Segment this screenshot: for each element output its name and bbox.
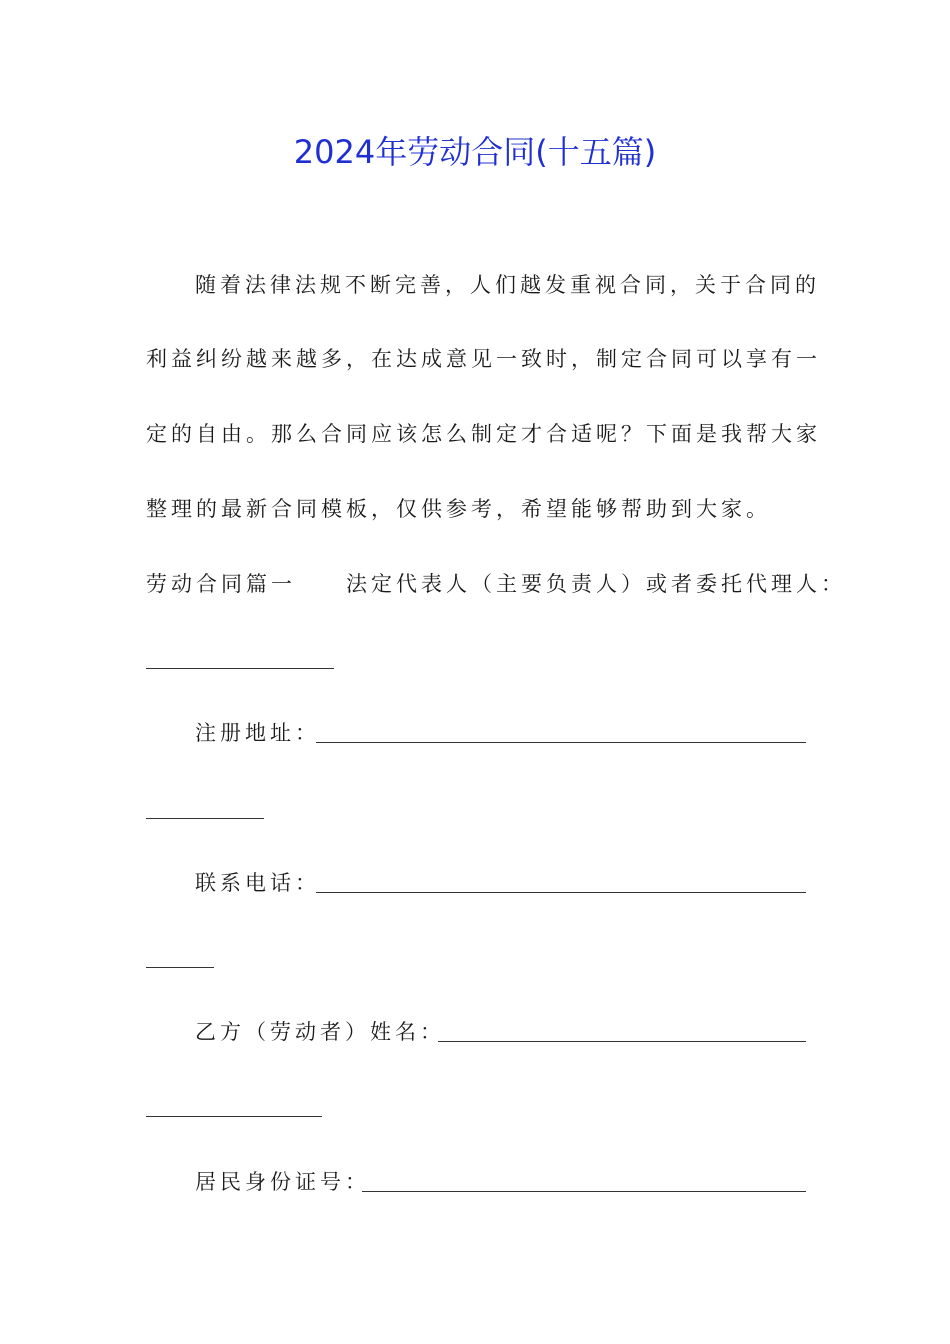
section-heading: 劳动合同篇一 xyxy=(146,572,296,596)
intro-paragraph-line-3: 定的自由。那么合同应该怎么制定才合适呢？下面是我帮大家 xyxy=(146,422,821,446)
intro-paragraph-line-2: 利益纠纷越来越多，在达成意见一致时，制定合同可以享有一 xyxy=(146,347,821,371)
phone-blank-continued[interactable] xyxy=(146,967,214,968)
registered-address-blank[interactable] xyxy=(316,742,806,743)
id-number-blank[interactable] xyxy=(362,1191,806,1192)
party-b-name-label: 乙方（劳动者）姓名： xyxy=(195,1020,445,1044)
intro-paragraph-line-4: 整理的最新合同模板，仅供参考，希望能够帮助到大家。 xyxy=(146,497,771,521)
registered-address-blank-continued[interactable] xyxy=(146,818,264,819)
phone-blank[interactable] xyxy=(316,892,806,893)
legal-representative-label: 法定代表人（主要负责人）或者委托代理人： xyxy=(346,572,846,596)
section-heading-row xyxy=(146,569,846,599)
phone-label: 联系电话： xyxy=(195,871,320,895)
registered-address-label: 注册地址： xyxy=(195,721,320,745)
id-number-label: 居民身份证号： xyxy=(195,1170,370,1194)
party-b-name-blank-continued[interactable] xyxy=(146,1116,322,1117)
document-title: 2024年劳动合同(十五篇) xyxy=(293,133,657,171)
legal-representative-blank[interactable] xyxy=(146,668,334,669)
party-b-name-blank[interactable] xyxy=(438,1041,806,1042)
intro-paragraph-line-1: 随着法律法规不断完善，人们越发重视合同，关于合同的 xyxy=(195,273,820,297)
